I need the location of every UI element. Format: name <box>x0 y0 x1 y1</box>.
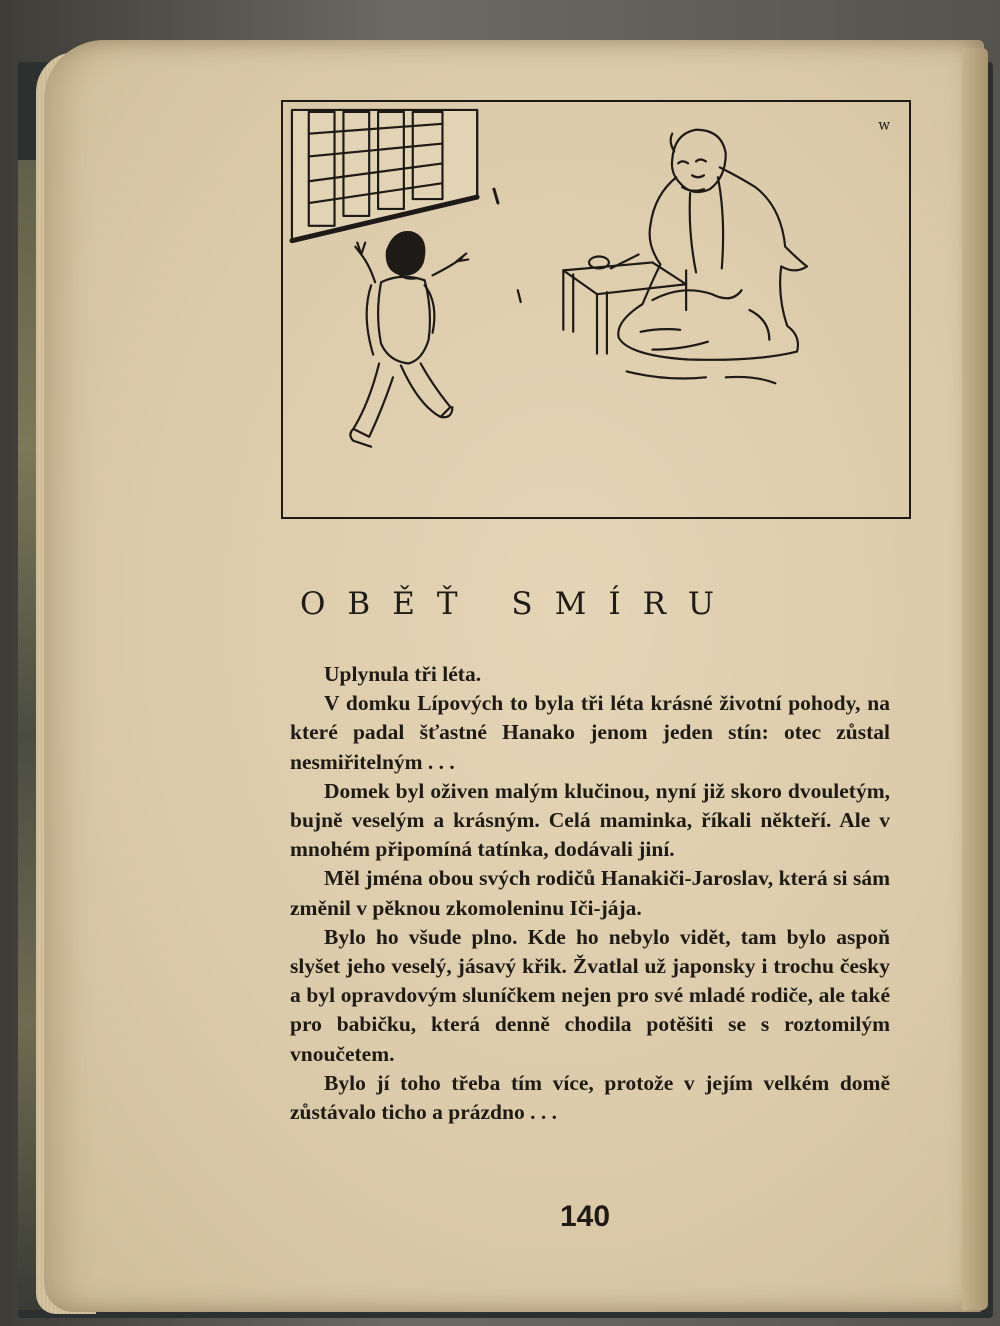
chapter-illustration <box>281 100 911 519</box>
boy-figure-icon <box>350 232 468 447</box>
paragraph: Bylo jí toho třeba tím více, protože v jejím velkém domě zůstávalo ticho a prázdno . . . <box>290 1070 890 1125</box>
old-man-figure-icon <box>618 130 807 384</box>
page-number: 140 <box>559 1200 611 1233</box>
paragraph: Bylo ho všude plno. Kde ho nebylo vidět, tam bylo aspoň slyšet jeho veselý, jásavý křik. Žvatlal už japonsky i trochu česky a byl opravdovým sluníčkem nejen pro své mladé rodiče, ale také pro babičku, která denně chodila potěšiti se s roztomilým vnoučetem. <box>290 924 890 1066</box>
body-text <box>290 660 890 1127</box>
chapter-title: OBĚŤ SMÍRU <box>300 586 737 622</box>
illustrator-signature: w <box>878 117 891 134</box>
paragraph: Uplynula tři léta. <box>324 662 482 686</box>
paragraph: Měl jména obou svých rodičů Hanakiči-Jaroslav, která si sám změnil v pěknou zkomoleninu Iči-jája. <box>290 866 890 920</box>
paragraph: V domku Lípových to byla tři léta krásné životní pohody, na které padal šťastné Hanako jenom jeden stín: otec zůstal nesmiřitelným . . . <box>290 691 890 774</box>
paragraph: Domek byl oživen malým klučinou, nyní již skoro dvouletým, bujně veselým a krásným. Celá maminka, říkali někteří. Ale v mnohém připomíná tatínka, dodávali jiní. <box>290 778 890 862</box>
page-fold <box>962 48 988 1310</box>
low-table-icon <box>563 255 686 354</box>
window-icon <box>292 110 477 241</box>
